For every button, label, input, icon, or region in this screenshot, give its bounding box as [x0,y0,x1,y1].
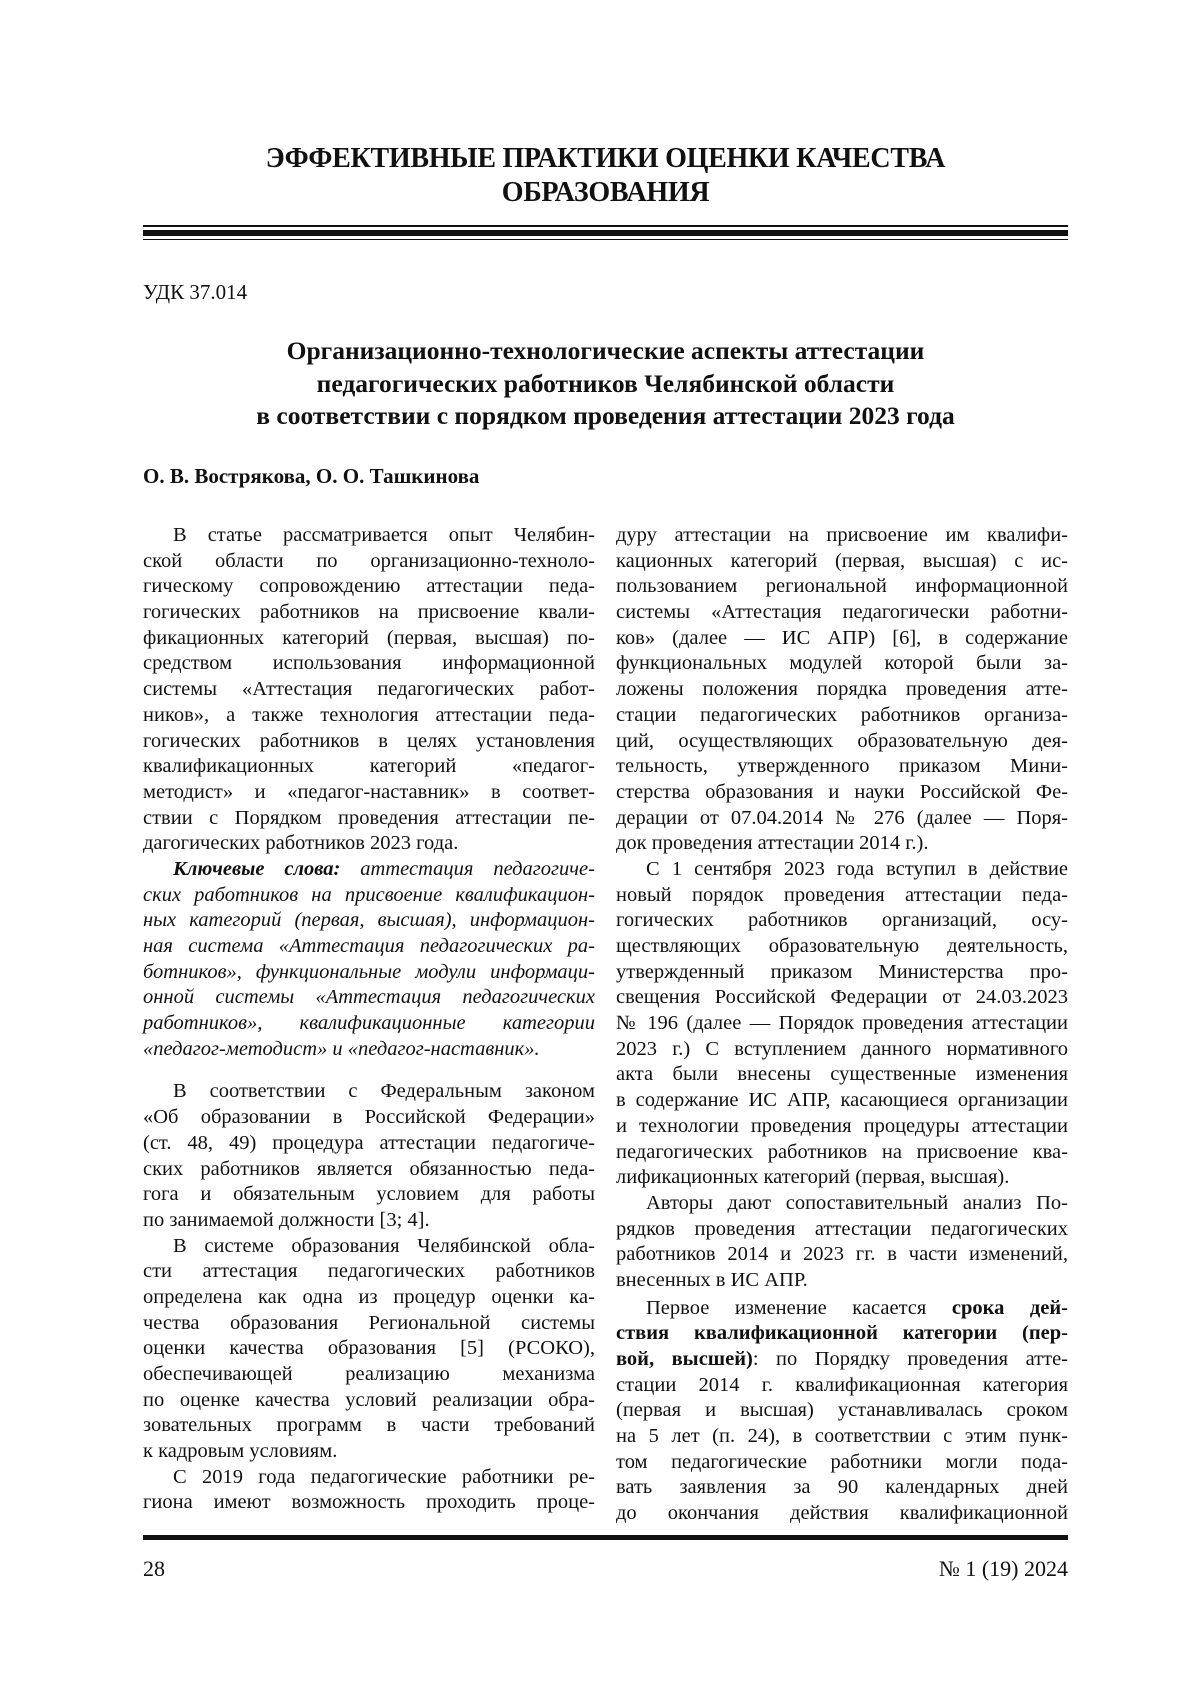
text-line: ществляющих образовательную деятельность, [616,934,1068,960]
text-line: внесенных в ИС АПР. [616,1268,1068,1294]
article-title-line: Организационно-технологические аспекты аттестации [143,335,1068,368]
authors: О. В. Вострякова, О. О. Ташкинова [143,464,479,489]
text-line: С 1 сентября 2023 года вступил в действие [616,857,1068,883]
paragraph [143,523,595,857]
text-line: педагогических работников на присвоение ква- [616,1140,1068,1166]
footer-divider [143,1535,1068,1540]
text-line [616,1347,1068,1373]
text-line: В соответствии с Федеральным законом [143,1079,595,1105]
text-line: «Об образовании в Российской Федерации» [143,1105,595,1131]
text-segment: : по Порядку проведения атте- [753,1348,1068,1370]
text-line [143,960,595,986]
text-line: дерации от 07.04.2014 № 276 (далее — Поря- [616,806,1068,832]
text-line: системы «Аттестация педагогически работни- [616,600,1068,626]
page-number: 28 [143,1556,165,1582]
emphasized-text: онной системы «Аттестация педагогических [143,986,595,1008]
text-line: кационных категорий (первая, высшая) с ис- [616,549,1068,575]
emphasized-text: ботников», функциональные модули информаци- [143,961,595,983]
text-line: к кадровым условиям. [143,1439,595,1465]
text-line: функциональных модулей которой были за- [616,651,1068,677]
article-title-line: педагогических работников Челябинской области [143,368,1068,401]
text-line: Авторы дают сопоставительный анализ По- [616,1191,1068,1217]
text-line: работников 2014 и 2023 гг. в части изменений, [616,1242,1068,1268]
text-line: гогических работников на присвоение квали- [143,600,595,626]
emphasized-text: срока дей- [952,1297,1068,1319]
text-line: фикационных категорий (первая, высшая) по- [143,626,595,652]
text-line [616,1321,1068,1347]
text-line: оценки качества образования [5] (РСОКО), [143,1336,595,1362]
text-line: гическому сопровождению аттестации педа- [143,574,595,600]
text-line: до окончания действия квалификационной [616,1501,1068,1527]
text-line [143,908,595,934]
emphasized-text: ских работников на присвоение квалификацион- [143,884,595,906]
text-line: ских работников является обязанностью педа- [143,1157,595,1183]
text-line: чества образования Региональной системы [143,1311,595,1337]
text-line: и технологии проведения процедуры аттестации [616,1114,1068,1140]
text-line: В системе образования Челябинской обла- [143,1234,595,1260]
text-segment: Первое изменение касается [646,1297,952,1319]
text-line: пользованием региональной информационной [616,574,1068,600]
text-line [143,985,595,1011]
udk-code: УДК 37.014 [143,280,247,305]
section-title-line: ОБРАЗОВАНИЯ [143,176,1068,210]
text-line: гога и обязательным условием для работы [143,1182,595,1208]
emphasized-text: ных категорий (первая, высшая), информацион- [143,909,595,931]
text-line: системы «Аттестация педагогических работ- [143,677,595,703]
text-line: 2023 г.) С вступлением данного нормативного [616,1037,1068,1063]
text-line [616,1296,1068,1322]
divider [143,230,1068,236]
text-line: № 196 (далее — Порядок проведения аттестации [616,1011,1068,1037]
divider [143,239,1068,240]
emphasized-text: аттестация педагогиче- [360,858,595,880]
divider [143,225,1068,227]
text-line: дагогических работников 2023 года. [143,831,595,857]
article-title-line: в соответствии с порядком проведения аттестации 2023 года [143,400,1068,433]
emphasized-text: работников», квалификационные категории [143,1012,595,1034]
text-line [143,857,595,883]
text-line: ций, осуществляющих образовательную дея- [616,729,1068,755]
text-line: том педагогические работники могли пода- [616,1450,1068,1476]
paragraph [143,1465,595,1516]
text-line: вать заявления за 90 календарных дней [616,1475,1068,1501]
section-title-line: ЭФФЕКТИВНЫЕ ПРАКТИКИ ОЦЕНКИ КАЧЕСТВА [143,142,1068,176]
text-line: ствии с Порядком проведения аттестации пе- [143,806,595,832]
text-line: (первая и высшая) устанавливалась сроком [616,1398,1068,1424]
text-line: зовательных программ в части требований [143,1413,595,1439]
text-line [143,1011,595,1037]
text-line: гогических работников в целях установления [143,729,595,755]
paragraph [143,1079,595,1233]
text-line: тельность, утвержденного приказом Мини- [616,754,1068,780]
text-line: утвержденный приказом Министерства про- [616,960,1068,986]
text-line: док проведения аттестации 2014 г.). [616,831,1068,857]
text-line: стации педагогических работников организа- [616,703,1068,729]
emphasized-text: ная система «Аттестация педагогических ра- [143,935,595,957]
text-line: С 2019 года педагогические работники ре- [143,1465,595,1491]
text-line: новый порядок проведения аттестации педа- [616,883,1068,909]
text-line [143,883,595,909]
text-line: рядков проведения аттестации педагогических [616,1217,1068,1243]
text-line: сти аттестация педагогических работников [143,1259,595,1285]
article-title [143,335,1068,433]
text-line: (ст. 48, 49) процедура аттестации педагогиче- [143,1131,595,1157]
text-line: квалификационных категорий «педагог- [143,754,595,780]
text-line: ков» (далее — ИС АПР) [6], в содержание [616,626,1068,652]
paragraph [616,857,1068,1191]
paragraph [616,1296,1068,1527]
text-line: по занимаемой должности [3; 4]. [143,1208,595,1234]
text-line [143,1037,595,1063]
right-column [616,523,1068,1527]
header-rules [143,225,1068,240]
text-line [143,934,595,960]
text-line: свещения Российской Федерации от 24.03.2023 [616,985,1068,1011]
paragraph [143,857,595,1063]
journal-section-title [143,142,1068,210]
text-line: гиона имеют возможность проходить проце- [143,1490,595,1516]
text-line: методист» и «педагог-наставник» в соответ- [143,780,595,806]
emphasized-text: ствия квалификационной категории (пер- [616,1322,1068,1344]
text-line: стерства образования и науки Российской Фе- [616,780,1068,806]
text-line: средством использования информационной [143,651,595,677]
text-line: ложены положения порядка проведения атте- [616,677,1068,703]
text-line: обеспечивающей реализацию механизма [143,1362,595,1388]
text-line: ников», а также технология аттестации педа- [143,703,595,729]
paragraph [616,1191,1068,1294]
text-line: лификационных категорий (первая, высшая). [616,1165,1068,1191]
text-line: акта были внесены существенные изменения [616,1062,1068,1088]
text-line: дуру аттестации на присвоение им квалифи- [616,523,1068,549]
text-line: в содержание ИС АПР, касающиеся организации [616,1088,1068,1114]
keywords-label: Ключевые слова: [173,858,360,880]
text-line: определена как одна из процедур оценки ка- [143,1285,595,1311]
left-column [143,523,595,1516]
text-line: стации 2014 г. квалификационная категория [616,1373,1068,1399]
paragraph [143,1234,595,1465]
text-line: гогических работников организаций, осу- [616,908,1068,934]
text-line: на 5 лет (п. 24), в соответствии с этим пунк- [616,1424,1068,1450]
text-line: по оценке качества условий реализации обра- [143,1388,595,1414]
text-line: ской области по организационно-техноло- [143,549,595,575]
emphasized-text: вой, высшей) [616,1348,753,1370]
emphasized-text: «педагог-методист» и «педагог-наставник». [143,1038,540,1060]
issue-number: № 1 (19) 2024 [939,1556,1068,1582]
text-line: В статье рассматривается опыт Челябин- [143,523,595,549]
paragraph [616,523,1068,857]
